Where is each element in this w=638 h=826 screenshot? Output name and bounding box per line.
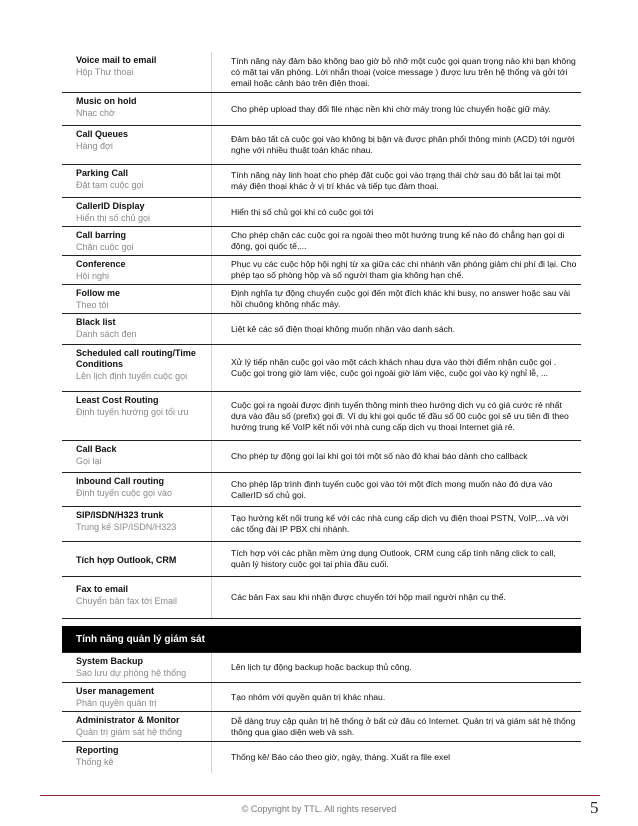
feature-description: Xử lý tiếp nhận cuộc gọi vào một cách khách nhau dựa vào thời điểm nhận cuộc gọi . Cuộc gọi trong giờ làm việc, cuộc gọi ngoài giờ làm việc, cuộc gọi vào kỳ nghỉ lễ, ... bbox=[231, 357, 557, 378]
spacer bbox=[62, 619, 581, 626]
feature-subtitle: Hàng đợi bbox=[76, 141, 113, 151]
feature-cell bbox=[62, 653, 212, 682]
feature-cell bbox=[62, 314, 212, 344]
feature-table bbox=[62, 52, 581, 773]
feature-description: Cho phép tự động gọi lại khi gọi tới một số nào đó khai báo dành cho callback bbox=[231, 451, 528, 461]
feature-cell bbox=[62, 712, 212, 741]
feature-cell bbox=[62, 198, 212, 226]
feature-group-calls bbox=[62, 52, 581, 619]
feature-name: Call Queues bbox=[76, 129, 129, 139]
feature-name: System Backup bbox=[76, 656, 144, 666]
feature-cell bbox=[62, 345, 212, 391]
feature-cell bbox=[62, 93, 212, 125]
feature-cell bbox=[62, 256, 212, 284]
feature-subtitle: Nhạc chờ bbox=[76, 108, 115, 118]
feature-description: Tính năng này đảm bảo không bao giờ bỏ nhỡ một cuộc gọi quan trọng nào khi bạn không có mặt tại văn phòng. Lời nhắn thoại (voice message ) được lưu trên hệ thống và gởi tới email hoặc cảnh báo trên điện thoại. bbox=[231, 55, 576, 88]
table-row bbox=[62, 577, 581, 619]
table-row bbox=[62, 93, 581, 126]
feature-name: Scheduled call routing/Time Conditions bbox=[76, 348, 196, 369]
feature-cell bbox=[62, 542, 212, 576]
feature-group-management bbox=[62, 653, 581, 773]
feature-description: Tích hợp với các phần mềm ứng dụng Outlook, CRM cung cấp tính năng click to call, quản lý history cuộc gọi tại phía đầu cuối. bbox=[231, 548, 556, 569]
table-row bbox=[62, 345, 581, 392]
feature-subtitle: Định tuyến cuộc gọi vào bbox=[76, 488, 173, 498]
feature-description: Dễ dàng truy cập quản trị hệ thống ở bất cứ đâu có Internet. Quản trị và giám sát hệ thống thông qua giao diện web và ssh. bbox=[231, 715, 576, 737]
footer-divider bbox=[40, 795, 600, 796]
feature-subtitle: Lên lịch định tuyến cuộc gọi bbox=[76, 371, 188, 381]
table-row bbox=[62, 742, 581, 773]
feature-cell bbox=[62, 165, 212, 197]
feature-subtitle: Đặt tạm cuộc gọi bbox=[76, 180, 144, 190]
feature-name: CallerID Display bbox=[76, 201, 145, 211]
section-header bbox=[62, 626, 581, 653]
feature-cell bbox=[62, 577, 212, 618]
section-title: Tính năng quản lý giám sát bbox=[76, 633, 205, 645]
table-row bbox=[62, 227, 581, 256]
feature-subtitle: Gọi lại bbox=[76, 456, 102, 466]
feature-name: Inbound Call routing bbox=[76, 476, 164, 486]
feature-description: Đảm bảo tất cả cuộc gọi vào không bị bận và được phân phối thông minh (ACD) tới người nghe với nhiều thuật toán khác nhau. bbox=[231, 134, 575, 155]
table-row bbox=[62, 542, 581, 577]
table-row bbox=[62, 165, 581, 198]
feature-name: Tích hợp Outlook, CRM bbox=[76, 555, 177, 565]
feature-subtitle: Hộp Thư thoại bbox=[76, 67, 134, 77]
table-row bbox=[62, 285, 581, 314]
feature-description: Phục vụ các cuộc hộp hội nghị từ xa giữa các chi nhánh văn phòng giảm chi phí đi lại. Cho phép tạo số phòng hộp và số người tham gia không hạn chế. bbox=[231, 259, 577, 280]
feature-name: SIP/ISDN/H323 trunk bbox=[76, 510, 164, 520]
feature-description: Cho phép chặn các cuộc gọi ra ngoài theo một hướng trung kế nào đó chẳng hạn gọi di động, gọi quốc tế,... bbox=[231, 230, 565, 251]
feature-name: User management bbox=[76, 686, 155, 696]
feature-name: Conference bbox=[76, 259, 126, 269]
feature-description: Cuộc gọi ra ngoài được định tuyến thông minh theo hướng dịch vụ có giá cước rẻ nhất dựa vào đầu số (prefix) gọi đi. Ví dụ khi gọi quốc tế đầu số 00 cuộc gọi sẽ ưu tiên đi theo hướng trung kế VoIP kết nối với nhà cung cấp dịch vụ thoại Internet giá rẻ. bbox=[231, 399, 569, 432]
feature-subtitle: Hội nghị bbox=[76, 271, 110, 281]
feature-name: Parking Call bbox=[76, 168, 129, 178]
feature-description: Liệt kê các số điện thoại không muốn nhận vào danh sách. bbox=[231, 323, 456, 334]
feature-name: Music on hold bbox=[76, 96, 137, 106]
feature-name: Voice mail to email bbox=[76, 55, 157, 65]
table-row bbox=[62, 256, 581, 285]
feature-cell bbox=[62, 683, 212, 711]
feature-description: Các bản Fax sau khi nhận được chuyển tới hộp mail người nhận cụ thể. bbox=[231, 592, 506, 602]
feature-subtitle: Theo tôi bbox=[76, 300, 109, 310]
table-row bbox=[62, 712, 581, 742]
feature-description: Cho phép upload thay đổi file nhạc nền khi chờ máy trong lúc chuyển hoặc giữ máy. bbox=[231, 103, 551, 114]
feature-description: Thống kê/ Báo cáo theo giờ, ngày, tháng. Xuất ra file exel bbox=[231, 752, 451, 762]
table-row bbox=[62, 473, 581, 507]
table-row bbox=[62, 198, 581, 227]
feature-cell bbox=[62, 52, 212, 92]
feature-cell bbox=[62, 392, 212, 440]
table-row bbox=[62, 126, 581, 165]
footer-copyright: © Copyright by TTL. All rights reserved bbox=[241, 804, 397, 814]
table-row bbox=[62, 314, 581, 345]
feature-subtitle: Phân quyền quản trị bbox=[76, 698, 157, 708]
feature-cell bbox=[62, 473, 212, 506]
feature-cell bbox=[62, 507, 212, 541]
page-number: 5 bbox=[590, 798, 599, 817]
feature-cell bbox=[62, 126, 212, 164]
feature-description: Tính năng này linh hoạt cho phép đặt cuộc gọi vào trạng thái chờ sau đó bắt lại tại một máy điện thoại khác ở vị trí khác và tiếp tục đàm thoại. bbox=[231, 170, 561, 191]
table-row bbox=[62, 441, 581, 473]
feature-subtitle: Quản trị giám sát hệ thống bbox=[76, 727, 183, 737]
table-row bbox=[62, 653, 581, 683]
feature-name: Call Back bbox=[76, 444, 117, 454]
feature-name: Least Cost Routing bbox=[76, 395, 159, 405]
table-row bbox=[62, 683, 581, 712]
feature-cell bbox=[62, 742, 212, 773]
feature-subtitle: Hiển thị số chủ gọi bbox=[76, 213, 151, 223]
feature-name: Follow me bbox=[76, 288, 121, 298]
feature-name: Administrator & Monitor bbox=[76, 715, 180, 725]
feature-description: Lên lịch tự động backup hoặc backup thủ công. bbox=[231, 662, 412, 672]
table-row bbox=[62, 507, 581, 542]
feature-cell bbox=[62, 441, 212, 472]
feature-subtitle: Danh sách đen bbox=[76, 329, 137, 339]
feature-description: Hiển thị số chủ gọi khi có cuộc gọi tới bbox=[231, 206, 374, 217]
feature-name: Reporting bbox=[76, 745, 119, 755]
feature-cell bbox=[62, 285, 212, 313]
feature-description: Tạo hướng kết nối trung kế với các nhà cung cấp dịch vụ điện thoại PSTN, VoIP,...và với các tổng đài IP PBX chi nhánh. bbox=[231, 513, 569, 534]
feature-subtitle: Sao lưu dự phòng hệ thống bbox=[76, 668, 187, 678]
feature-subtitle: Trung kế SIP/ISDN/H323 bbox=[76, 522, 177, 532]
feature-name: Black list bbox=[76, 317, 116, 327]
feature-name: Fax to email bbox=[76, 584, 129, 594]
feature-cell bbox=[62, 227, 212, 255]
feature-description: Cho phép lập trình định tuyến cuộc gọi vào tới một đích mong muốn nào đó dựa vào CallerID số chủ gọi. bbox=[231, 478, 553, 500]
feature-description: Định nghĩa tự động chuyển cuộc gọi đến một đích khác khi busy, no answer hoặc sau vài hồi chuông không nhấc máy. bbox=[231, 288, 571, 309]
feature-subtitle: Thống kê bbox=[76, 757, 114, 767]
feature-name: Call barring bbox=[76, 230, 127, 240]
table-row bbox=[62, 392, 581, 441]
feature-subtitle: Chuyển bản fax tới Email bbox=[76, 596, 177, 606]
table-row bbox=[62, 52, 581, 93]
feature-description: Tạo nhóm với quyền quản trị khác nhau. bbox=[231, 691, 386, 702]
feature-subtitle: Chặn cuộc gọi bbox=[76, 242, 134, 252]
feature-subtitle: Định tuyến hướng gọi tối ưu bbox=[76, 407, 189, 417]
